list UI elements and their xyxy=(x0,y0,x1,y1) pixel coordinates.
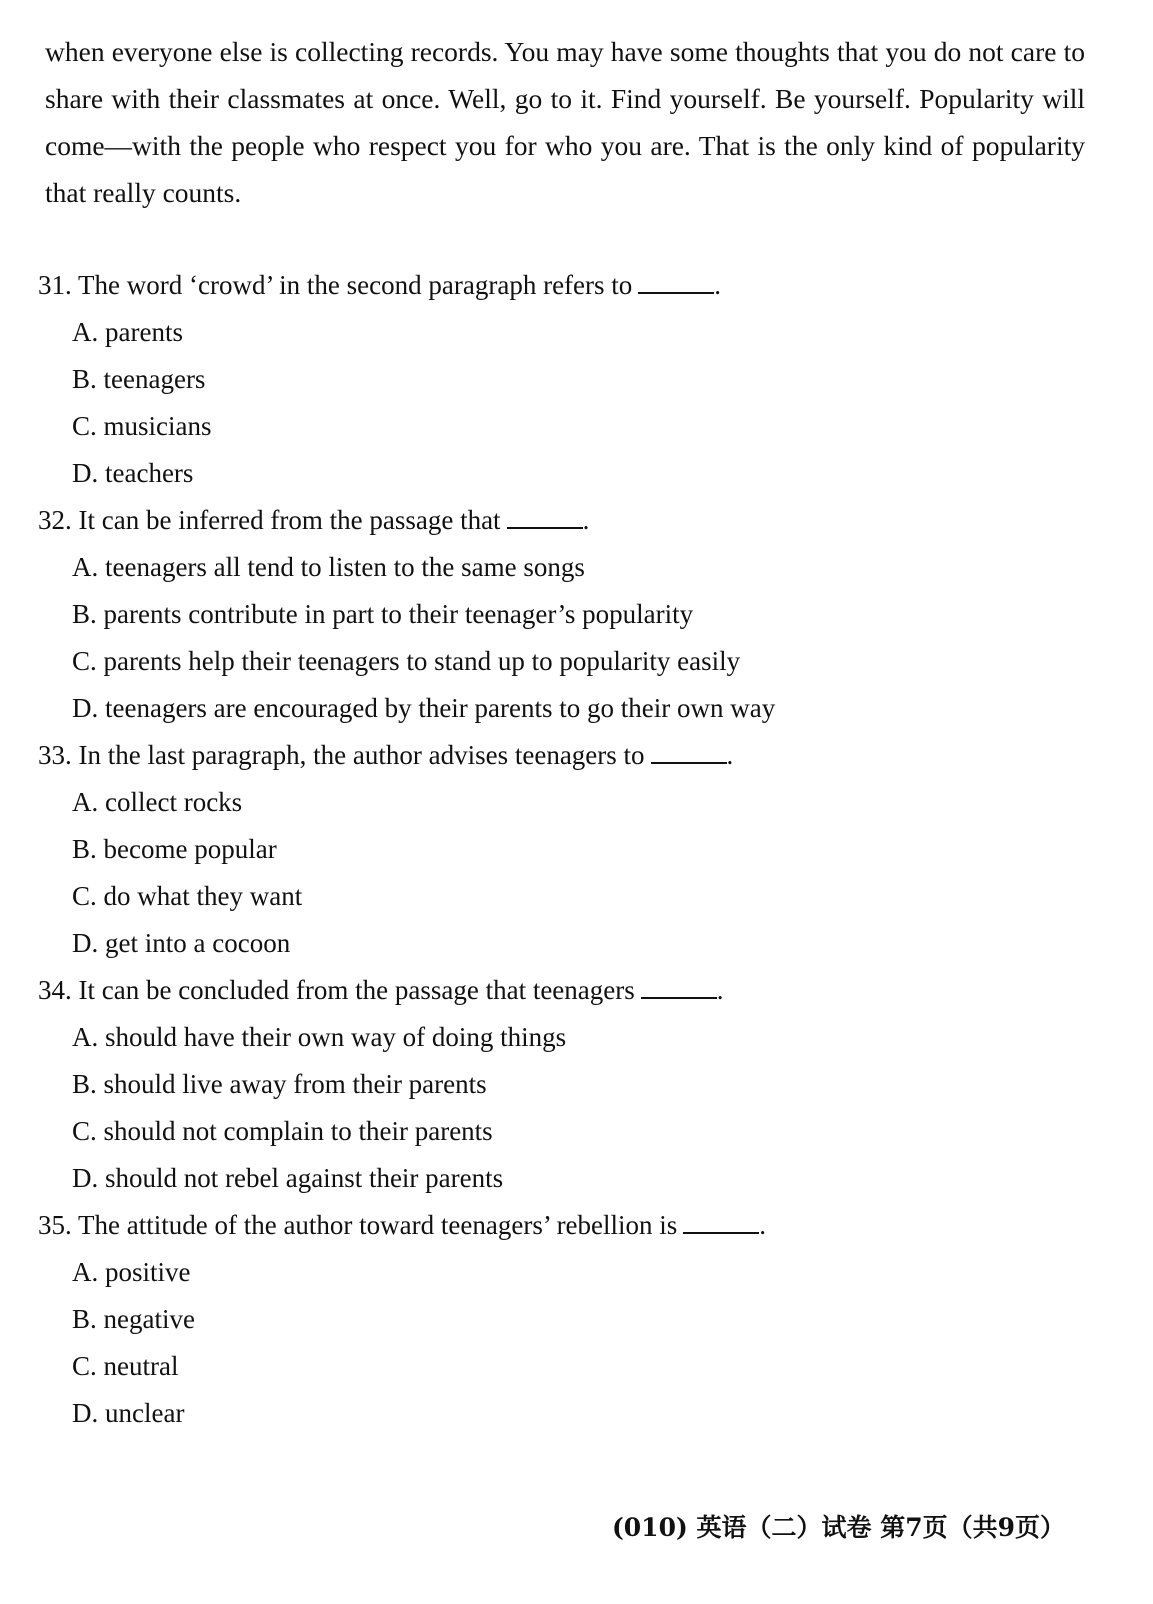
answer-blank xyxy=(651,740,727,764)
option-d: D. should not rebel against their parents xyxy=(72,1163,504,1193)
question-34 xyxy=(38,967,1098,1202)
question-stem xyxy=(38,497,1098,544)
option-b: B. should live away from their parents xyxy=(72,1069,487,1099)
answer-blank xyxy=(638,270,714,294)
question-33 xyxy=(38,732,1098,967)
option-c: C. should not complain to their parents xyxy=(72,1116,493,1146)
option-a: A. should have their own way of doing things xyxy=(72,1022,567,1052)
question-list xyxy=(38,262,1098,1437)
question-stem-text: 34. It can be concluded from the passage that teenagers xyxy=(38,975,635,1005)
question-stem-text: 35. The attitude of the author toward teenagers’ rebellion is xyxy=(38,1210,678,1240)
option-d: D. unclear xyxy=(72,1398,185,1428)
stem-period: . xyxy=(726,740,734,770)
option-a: A. collect rocks xyxy=(72,787,243,817)
question-stem-text: 33. In the last paragraph, the author advises teenagers to xyxy=(38,740,645,770)
question-stem-text: 32. It can be inferred from the passage that xyxy=(38,505,501,535)
page-footer: (010) 英语（二）试卷 第7页（共9页） xyxy=(611,1513,1065,1542)
option-d: D. teenagers are encouraged by their parents to go their own way xyxy=(72,693,776,723)
question-stem xyxy=(38,262,1098,309)
option-c: C. parents help their teenagers to stand up to popularity easily xyxy=(72,646,741,676)
question-35 xyxy=(38,1202,1098,1437)
option-c: C. do what they want xyxy=(72,881,303,911)
option-b: B. negative xyxy=(72,1304,195,1334)
option-b: B. teenagers xyxy=(72,364,206,394)
answer-blank xyxy=(683,1210,759,1234)
question-stem xyxy=(38,967,1098,1014)
option-a: A. positive xyxy=(72,1257,191,1287)
question-32 xyxy=(38,497,1098,732)
question-stem xyxy=(38,1202,1098,1249)
stem-period: . xyxy=(582,505,590,535)
answer-blank xyxy=(641,975,717,999)
option-b: B. become popular xyxy=(72,834,277,864)
answer-blank xyxy=(507,505,583,529)
stem-period: . xyxy=(716,975,724,1005)
stem-period: . xyxy=(714,270,722,300)
option-d: D. get into a cocoon xyxy=(72,928,291,958)
option-b: B. parents contribute in part to their teenager’s popularity xyxy=(72,599,694,629)
option-c: C. neutral xyxy=(72,1351,179,1381)
passage-paragraph: when everyone else is collecting records. You may have some thoughts that you do not care to share with their classmates at once. Well, go to it. Find yourself. Be yourself. Popularity will come—with the people who respect you for who you are. That is the only kind of popularity that really counts. xyxy=(45,36,1085,208)
option-a: A. teenagers all tend to listen to the same songs xyxy=(72,552,585,582)
stem-period: . xyxy=(759,1210,767,1240)
option-c: C. musicians xyxy=(72,411,212,441)
question-stem-text: 31. The word ‘crowd’ in the second paragraph refers to xyxy=(38,270,633,300)
question-31 xyxy=(38,262,1098,497)
option-a: A. parents xyxy=(72,317,183,347)
option-d: D. teachers xyxy=(72,458,194,488)
question-stem xyxy=(38,732,1098,779)
